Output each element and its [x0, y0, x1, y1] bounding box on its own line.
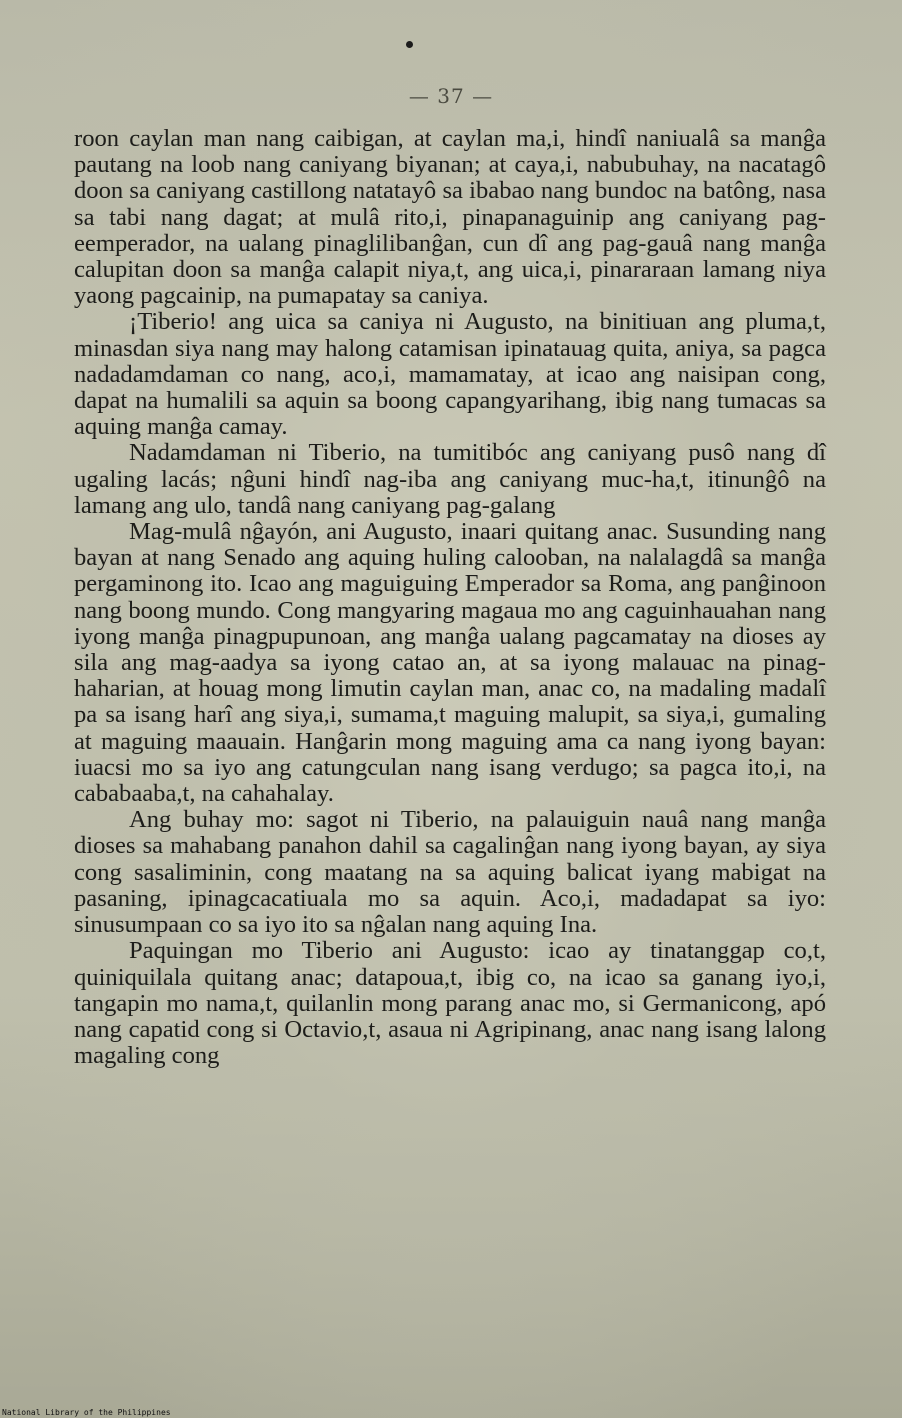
library-credit: National Library of the Philippines [2, 1408, 171, 1417]
paragraph: roon caylan man nang caibigan, at caylan ma,i, hindî naniualâ sa manĝa pautang na loob nang caniyang biyanan; at caya,i, nabubuhay, na nacatagô doon sa caniyang castillong natatayô sa ibabao nang bundoc na batông, nasa sa tabi nang dagat; at mulâ rito,i, pinapanaguinip ang caniyang pag-eemperador, na ualang pinaglilibanĝan, cun dî ang pag-gauâ nang manĝa calupitan doon sa manĝa calapit niya,t, ang uica,i, pinararaan lamang niya yaong pagcainip, na pumapatay sa caniya. [74, 125, 826, 310]
page-number: — 37 — [408, 84, 494, 108]
body-text [74, 126, 826, 1069]
paragraph: Nadamdaman ni Tiberio, na tumitibóc ang caniyang pusô nang dî ugaling lacás; nĝuni hindî nag-iba ang caniyang muc-ha,t, itinunĝô na lamang ang ulo, tandâ nang caniyang pag-galang [74, 439, 826, 519]
paragraph: Mag-mulâ nĝayón, ani Augusto, inaari quitang anac. Susunding nang bayan at nang Senado ang aquing huling calooban, na nalalagdâ sa manĝa pergaminong ito. Icao ang maguiguing Emperador sa Roma, ang panĝinoon nang boong mundo. Cong mangyaring magaua mo ang caguinhauahan nang iyong manĝa pinagpupunoan, ang manĝa ualang pagcamatay na dioses ay sila ang mag-aadya sa iyong catao an, at sa iyong malauac na pinag-haharian, at houag mong limutin caylan man, anac co, na madaling madalî pa sa isang harî ang siya,i, sumama,t maguing malupit, sa siya,i, gumaling at maguing maauain. Hanĝarin mong maguing ama ca nang iyong bayan: iuacsi mo sa iyo ang catungculan nang isang verdugo; sa pagca ito,i, na cababaaba,t, na cahahalay. [74, 518, 826, 808]
paragraph: Ang buhay mo: sagot ni Tiberio, na palauiguin nauâ nang manĝa dioses sa mahabang panahon dahil sa cagalinĝan nang iyong bayan, ay siya cong sasaliminin, cong maatang na sa aquing balicat iyang mabigat na pasaning, ipinagcacatiuala mo sa aquin. Aco,i, madadapat sa iyo: sinusumpaan co sa iyo ito sa nĝalan nang aquing Ina. [74, 806, 826, 939]
paragraph: ¡Tiberio! ang uica sa caniya ni Augusto, na binitiuan ang pluma,t, minasdan siya nang may halong catamisan ipinatauag quita, aniya, sa pagca nadadamdaman co nang, aco,i, mamamatay, at icao ang naisipan cong, dapat na humalili sa aquin sa boong capangyarihang, ibig nang tumacas sa aquing manĝa camay. [74, 308, 826, 441]
ink-dot [406, 41, 413, 48]
paragraph: Paquingan mo Tiberio ani Augusto: icao ay tinatanggap co,t, quiniquilala quitang anac; datapoua,t, ibig co, na icao sa ganang iyo,i, tangapin mo nama,t, quilanlin mong parang anac mo, si Germanicong, apó nang capatid cong si Octavio,t, asaua ni Agripinang, anac nang isang lalong magaling cong [74, 937, 826, 1070]
